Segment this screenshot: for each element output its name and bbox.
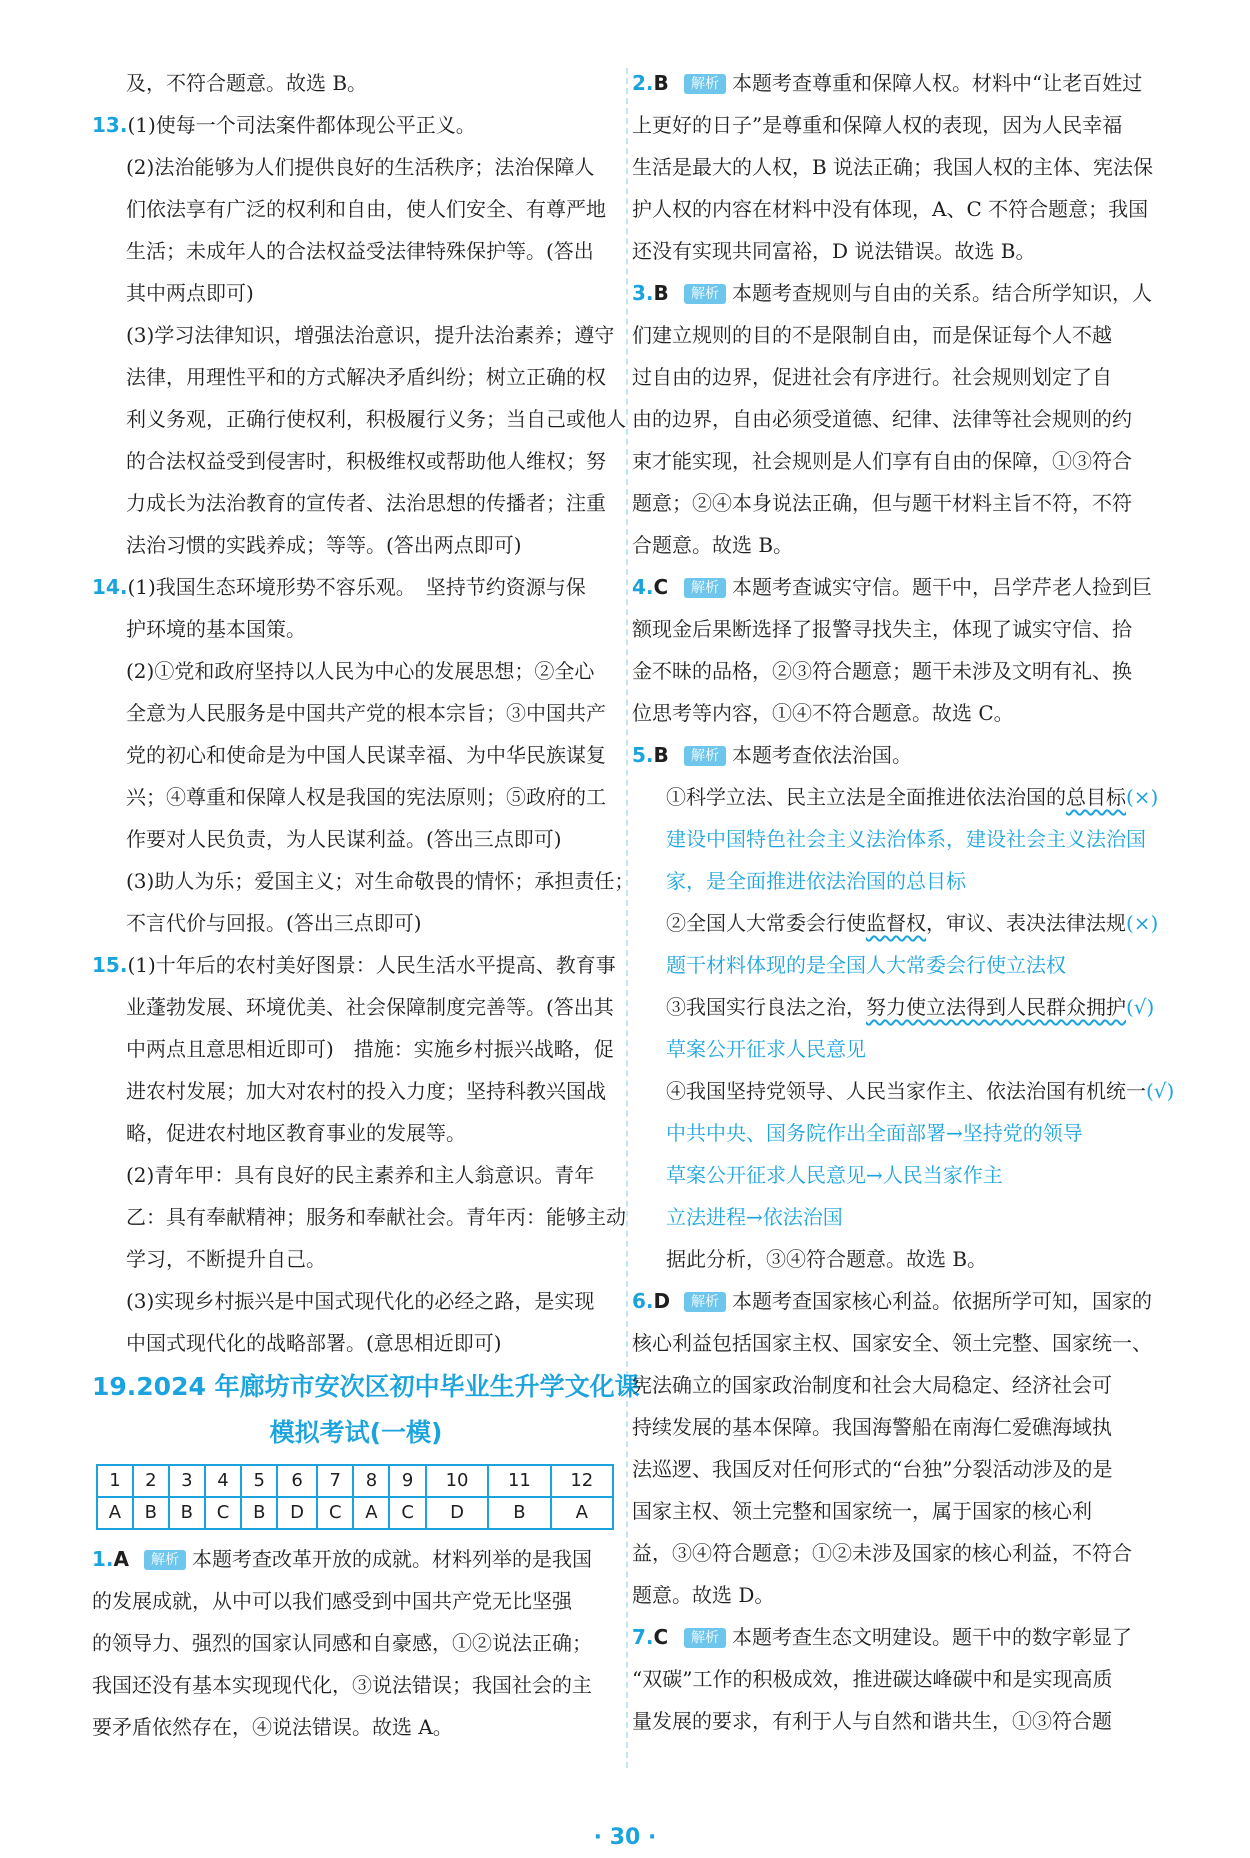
explanation-6-line: 6.D 解析 本题考查国家核心利益。依据所学可知，国家的: [632, 1280, 1162, 1322]
section-title: 19.2024 年廊坊市安次区初中毕业生升学文化课: [92, 1372, 640, 1401]
table-cell: 12: [551, 1465, 613, 1497]
analysis-badge: 解析: [684, 1628, 726, 1648]
question-number: 15.: [92, 953, 128, 977]
text-line: 护人权的内容在材料中没有体现，A、C 不符合题意；我国: [632, 197, 1149, 221]
question-number: 3.B: [632, 281, 669, 305]
table-cell: 6: [277, 1465, 317, 1497]
question-number: 6.D: [632, 1289, 671, 1313]
text-line: 中两点且意思相近即可) 措施：实施乡村振兴战略，促: [126, 1037, 614, 1061]
analysis-badge: 解析: [684, 284, 726, 304]
text-line: 要矛盾依然存在，④说法错误。故选 A。: [92, 1715, 453, 1739]
text-line: 题意；②④本身说法正确，但与题干材料主旨不符，不符: [632, 491, 1132, 515]
text-line: (2)法治能够为人们提供良好的生活秩序；法治保障人: [126, 155, 595, 179]
text-line: 党的初心和使命是为中国人民谋幸福、为中华民族谋复: [126, 743, 606, 767]
text-line: 持续发展的基本保障。我国海警船在南海仁爱礁海域执: [632, 1415, 1112, 1439]
answer-table-numbers-row: [97, 1465, 613, 1497]
text-line: 兴；④尊重和保障人权是我国的宪法原则；⑤政府的工: [126, 785, 606, 809]
correct-mark: (√): [1146, 1079, 1175, 1103]
text-line: 中国式现代化的战略部署。(意思相近即可): [126, 1331, 502, 1355]
text-line: 业蓬勃发展、环境优美、社会保障制度完善等。(答出其: [126, 995, 614, 1019]
option-analysis: ①科学立法、民主立法是全面推进依法治国的总目标(×): [666, 785, 1159, 809]
text-line: 的领导力、强烈的国家认同感和自豪感，①②说法正确；: [92, 1631, 592, 1655]
left-column: [92, 62, 640, 1748]
text-line: 不言代价与回报。(答出三点即可): [126, 911, 422, 935]
question-number: 14.: [92, 575, 128, 599]
explanation-1-line: 1.A 解析 本题考查改革开放的成就。材料列举的是我国: [92, 1538, 620, 1580]
text-line: 利义务观，正确行使权利，积极履行义务；当自己或他人: [126, 407, 626, 431]
text-line: 束才能实现，社会规则是人们享有自由的保障，①③符合: [632, 449, 1132, 473]
option-analysis: ④我国坚持党领导、人民当家作主、依法治国有机统一(√): [666, 1079, 1175, 1103]
text-line: “双碳”工作的积极成效，推进碳达峰碳中和是实现高质: [632, 1667, 1113, 1691]
question-number: 1.A: [92, 1547, 129, 1571]
text-line: 过自由的边界，促进社会有序进行。社会规则划定了自: [632, 365, 1112, 389]
text-line: 据此分析，③④符合题意。故选 B。: [666, 1247, 988, 1271]
text-line: 的发展成就，从中可以我们感受到中国共产党无比坚强: [92, 1589, 572, 1613]
text-line: 还没有实现共同富裕，D 说法错误。故选 B。: [632, 239, 1036, 263]
question-number: 2.B: [632, 71, 669, 95]
table-cell: A: [353, 1497, 389, 1529]
text-line: 核心利益包括国家主权、国家安全、领土完整、国家统一、: [632, 1331, 1152, 1355]
text-line: 量发展的要求，有利于人与自然和谐共生，①③符合题: [632, 1709, 1112, 1733]
table-cell: B: [488, 1497, 550, 1529]
text-line: 护环境的基本国策。: [126, 617, 306, 641]
table-cell: 10: [426, 1465, 488, 1497]
table-cell: 2: [133, 1465, 169, 1497]
explanation-5-line: 5.B 解析 本题考查依法治国。: [632, 734, 1162, 776]
option-analysis: ②全国人大常委会行使监督权，审议、表决法律法规(×): [666, 911, 1159, 935]
analysis-badge: 解析: [684, 1292, 726, 1312]
text-line: 金不昧的品格，②③符合题意；题干未涉及文明有礼、换: [632, 659, 1132, 683]
text-line: 全意为人民服务是中国共产党的根本宗旨；③中国共产: [126, 701, 606, 725]
text-line: 法律，用理性平和的方式解决矛盾纠纷；树立正确的权: [126, 365, 606, 389]
text-line: 乙：具有奉献精神；服务和奉献社会。青年丙：能够主动: [126, 1205, 626, 1229]
text-line: 益，③④符合题意；①②未涉及国家的核心利益，不符合: [632, 1541, 1132, 1565]
text-line: 们建立规则的目的不是限制自由，而是保证每个人不越: [632, 323, 1112, 347]
table-cell: A: [551, 1497, 613, 1529]
table-cell: B: [169, 1497, 205, 1529]
analysis-badge: 解析: [684, 74, 726, 94]
question-number: 7.C: [632, 1625, 669, 1649]
text-line: 们依法享有广泛的权利和自由，使人们安全、有尊严地: [126, 197, 606, 221]
table-cell: C: [389, 1497, 426, 1529]
text-line: 题意。故选 D。: [632, 1583, 775, 1607]
text-line: 学习，不断提升自己。: [126, 1247, 326, 1271]
text-line: (3)学习法律知识，增强法治意识，提升法治素养；遵守: [126, 323, 615, 347]
text-line: 的合法权益受到侵害时，积极维权或帮助他人维权；努: [126, 449, 606, 473]
correction-note: 中共中央、国务院作出全面部署→坚持党的领导: [666, 1121, 1083, 1145]
explanation-4-line: 4.C 解析 本题考查诚实守信。题干中，吕学芹老人捡到巨: [632, 566, 1162, 608]
table-cell: 4: [205, 1465, 242, 1497]
question-number: 4.C: [632, 575, 669, 599]
text-line: (2)青年甲：具有良好的民主素养和主人翁意识。青年: [126, 1163, 595, 1187]
section-subtitle: 模拟考试(一模): [269, 1418, 443, 1447]
text-line: 我国还没有基本实现现代化，③说法错误；我国社会的主: [92, 1673, 592, 1697]
correction-note: 草案公开征求人民意见: [666, 1037, 866, 1061]
table-cell: 8: [353, 1465, 389, 1497]
page-number: · 30 ·: [593, 1825, 657, 1850]
question-number: 13.: [92, 113, 128, 137]
text-line: (3)助人为乐；爱国主义；对生命敬畏的情怀；承担责任；: [126, 869, 635, 893]
text-line: 力成长为法治教育的宣传者、法治思想的传播者；注重: [126, 491, 606, 515]
text-line: 进农村发展；加大对农村的投入力度；坚持科教兴国战: [126, 1079, 606, 1103]
wrong-mark: (×): [1126, 785, 1159, 809]
explanation-2-line: 2.B 解析 本题考查尊重和保障人权。材料中“让老百姓过: [632, 62, 1162, 104]
table-cell: 9: [389, 1465, 426, 1497]
table-cell: 7: [317, 1465, 354, 1497]
table-cell: B: [241, 1497, 277, 1529]
answer-15-line: 15.(1)十年后的农村美好图景：人民生活水平提高、教育事: [92, 944, 620, 986]
explanation-7-line: 7.C 解析 本题考查生态文明建设。题干中的数字彰显了: [632, 1616, 1162, 1658]
text-line: 宪法确立的国家政治制度和社会大局稳定、经济社会可: [632, 1373, 1112, 1397]
table-cell: C: [205, 1497, 242, 1529]
text-line: 上更好的日子”是尊重和保障人权的表现，因为人民幸福: [632, 113, 1123, 137]
table-cell: 1: [97, 1465, 133, 1497]
column-divider: [626, 68, 628, 1768]
text-line: 生活是最大的人权，B 说法正确；我国人权的主体、宪法保: [632, 155, 1154, 179]
text-line: 国家主权、领土完整和国家统一，属于国家的核心利: [632, 1499, 1092, 1523]
correction-note: 草案公开征求人民意见→人民当家作主: [666, 1163, 1003, 1187]
analysis-badge: 解析: [684, 578, 726, 598]
explanation-3-line: 3.B 解析 本题考查规则与自由的关系。结合所学知识，人: [632, 272, 1162, 314]
table-cell: C: [317, 1497, 354, 1529]
answer-table: [96, 1464, 614, 1530]
answer-14-line: 14.(1)我国生态环境形势不容乐观。 坚持节约资源与保: [92, 566, 620, 608]
text-line: 及，不符合题意。故选 B。: [126, 71, 368, 95]
text-line: 合题意。故选 B。: [632, 533, 794, 557]
text-line: 略，促进农村地区教育事业的发展等。: [126, 1121, 466, 1145]
question-number: 5.B: [632, 743, 669, 767]
text-line: (2)①党和政府坚持以人民为中心的发展思想；②全心: [126, 659, 595, 683]
text-line: 作要对人民负责，为人民谋利益。(答出三点即可): [126, 827, 562, 851]
correction-note: 立法进程→依法治国: [666, 1205, 843, 1229]
text-line: (3)实现乡村振兴是中国式现代化的必经之路，是实现: [126, 1289, 595, 1313]
analysis-badge: 解析: [684, 746, 726, 766]
text-line: 生活；未成年人的合法权益受法律特殊保护等。(答出: [126, 239, 594, 263]
table-cell: A: [97, 1497, 133, 1529]
table-cell: 11: [488, 1465, 550, 1497]
text-line: 法巡逻、我国反对任何形式的“台独”分裂活动涉及的是: [632, 1457, 1113, 1481]
answer-table-answers-row: [97, 1497, 613, 1529]
correction-note: 家，是全面推进依法治国的总目标: [666, 869, 966, 893]
text-line: 由的边界，自由必须受道德、纪律、法律等社会规则的约: [632, 407, 1132, 431]
table-cell: D: [277, 1497, 317, 1529]
text-line: 额现金后果断选择了报警寻找失主，体现了诚实守信、拾: [632, 617, 1132, 641]
wrong-mark: (×): [1126, 911, 1159, 935]
option-analysis: ③我国实行良法之治，努力使立法得到人民群众拥护(√): [666, 995, 1155, 1019]
table-cell: B: [133, 1497, 169, 1529]
right-column: [632, 62, 1175, 1742]
text-line: 位思考等内容，①④不符合题意。故选 C。: [632, 701, 1014, 725]
table-cell: D: [426, 1497, 488, 1529]
answer-13-line: 13.(1)使每一个司法案件都体现公平正义。: [92, 104, 620, 146]
table-cell: 5: [241, 1465, 277, 1497]
analysis-badge: 解析: [144, 1550, 186, 1570]
correct-mark: (√): [1126, 995, 1155, 1019]
text-line: 其中两点即可): [126, 281, 254, 305]
correction-note: 建设中国特色社会主义法治体系，建设社会主义法治国: [666, 827, 1146, 851]
table-cell: 3: [169, 1465, 205, 1497]
text-line: 法治习惯的实践养成；等等。(答出两点即可): [126, 533, 522, 557]
correction-note: 题干材料体现的是全国人大常委会行使立法权: [666, 953, 1066, 977]
